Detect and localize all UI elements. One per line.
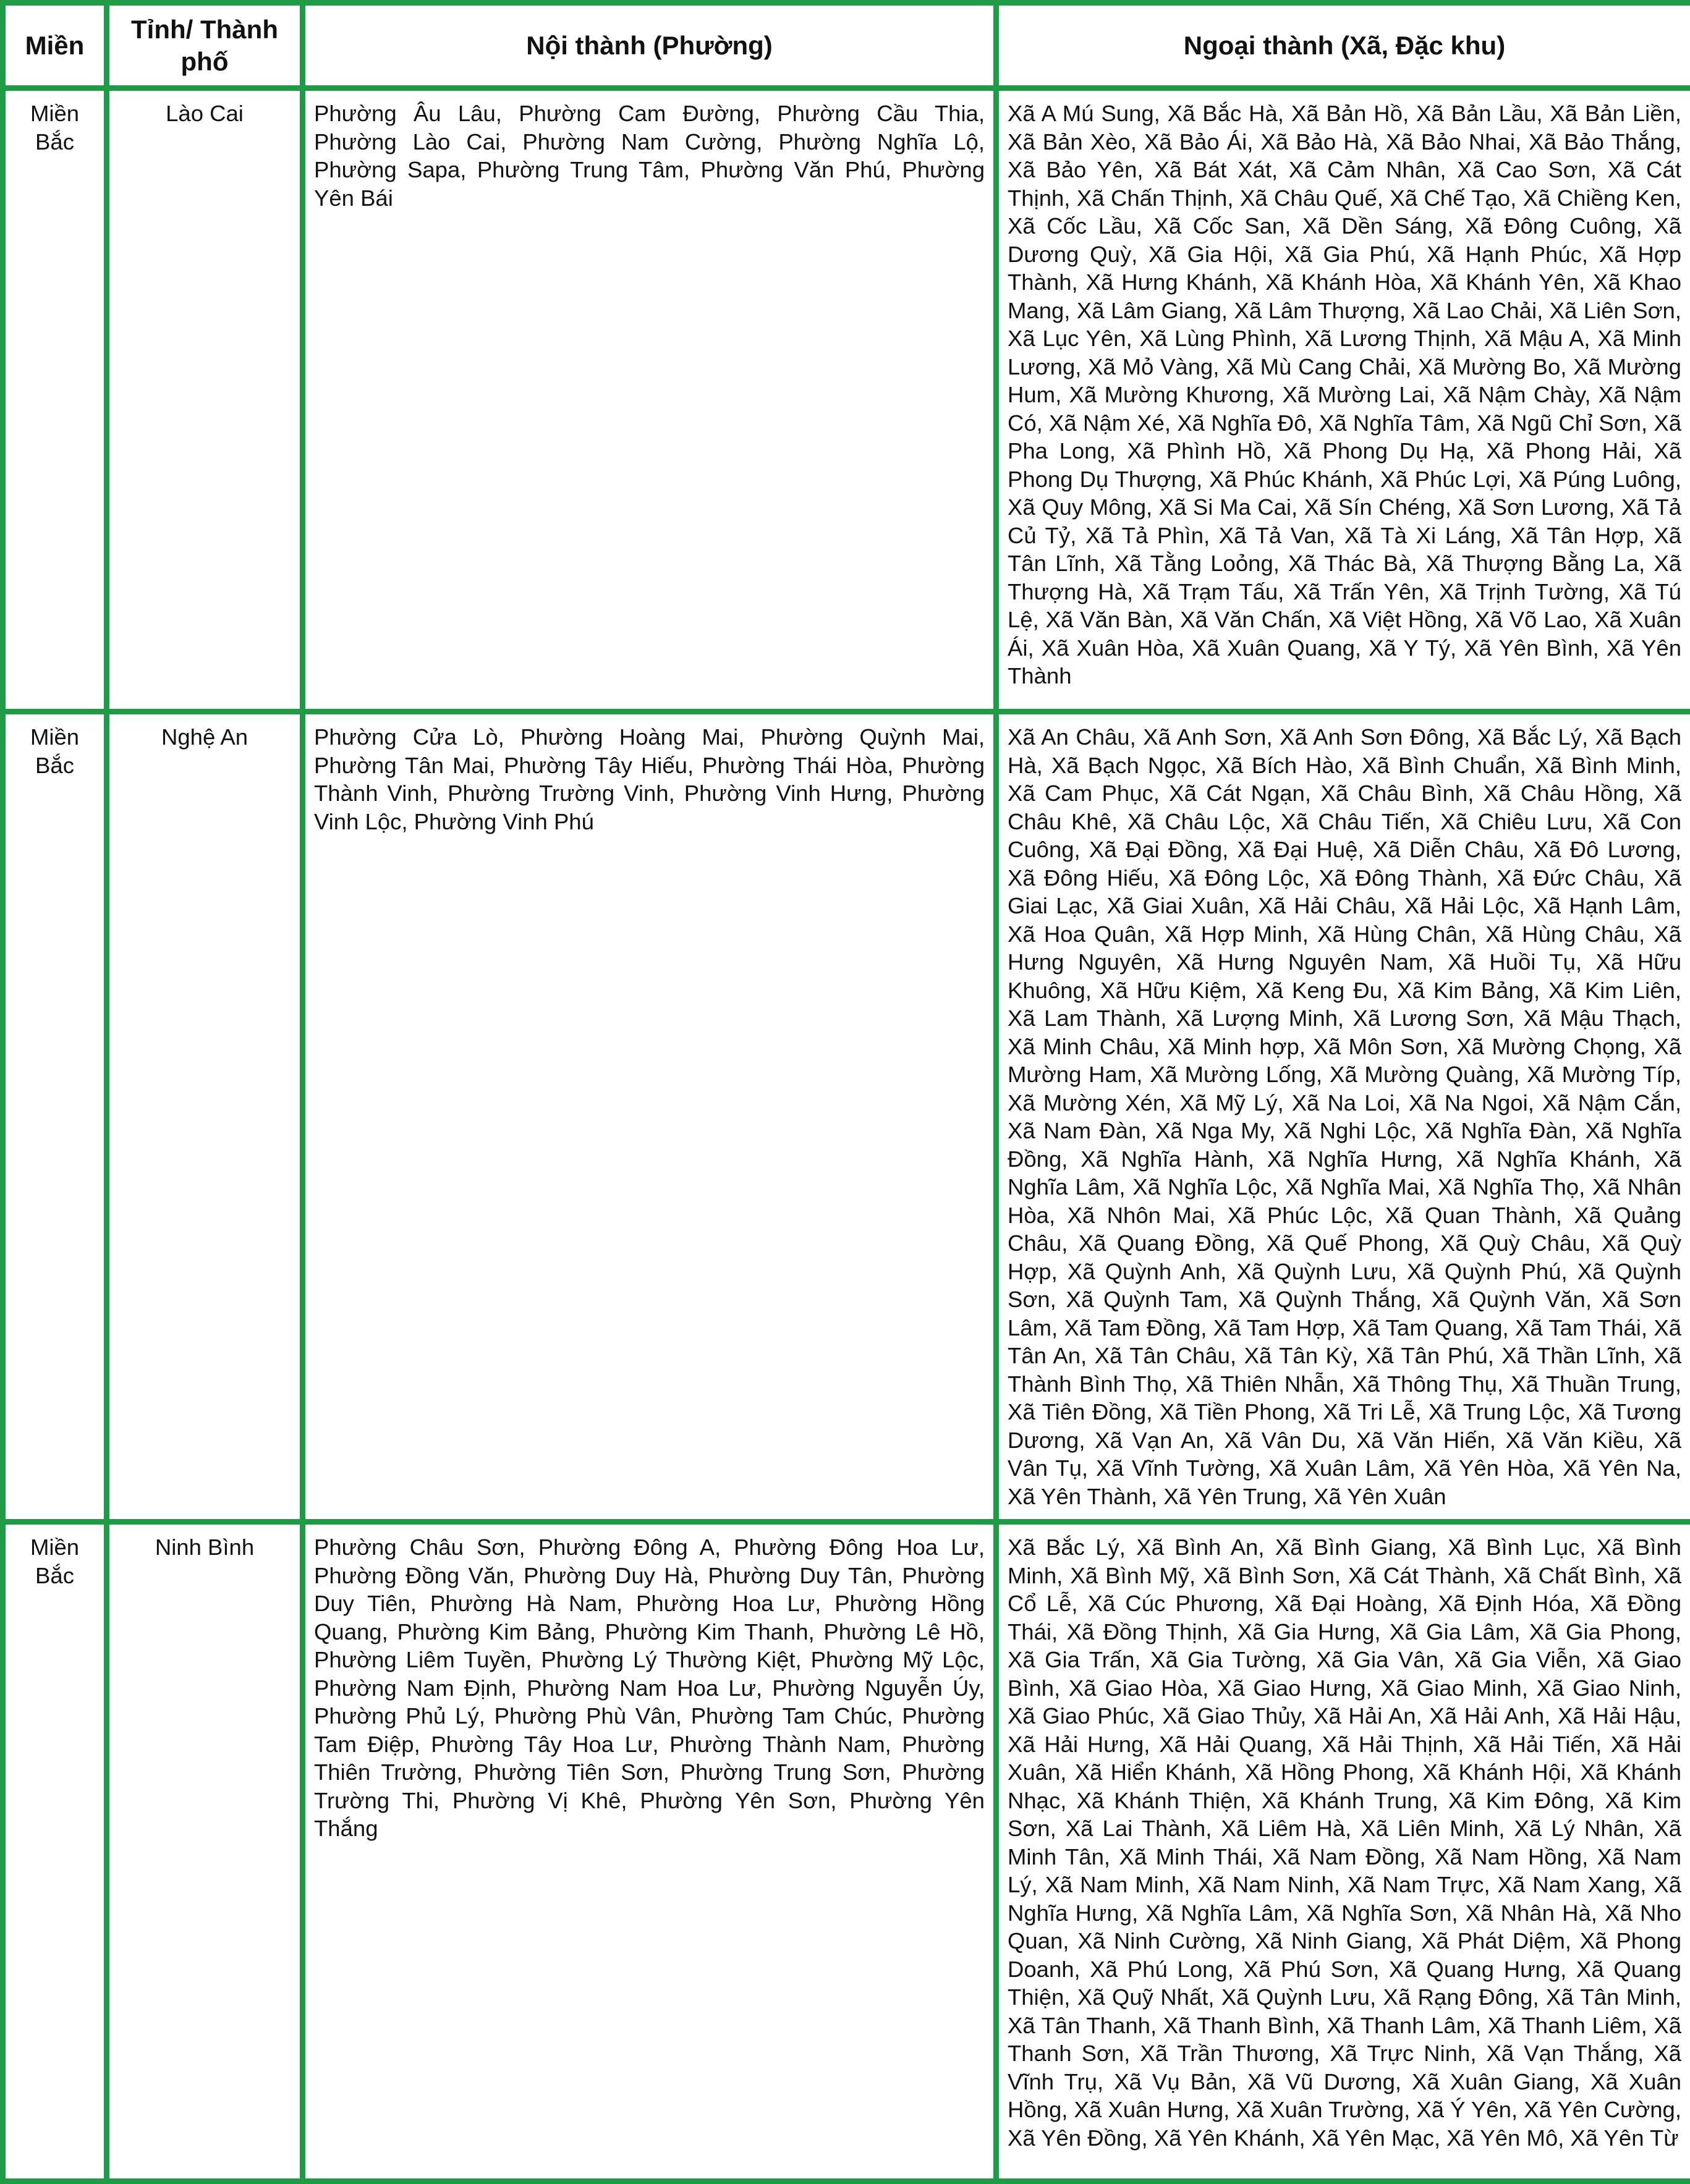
header-row [3,3,1690,88]
province-cell: Nghệ An [107,712,303,1522]
header-province: Tỉnh/ Thành phố [107,3,303,88]
header-inner-wards: Nội thành (Phường) [303,3,996,88]
table-row [3,712,1690,1522]
inner-wards-cell: Phường Cửa Lò, Phường Hoàng Mai, Phường Quỳnh Mai, Phường Tân Mai, Phường Tây Hiếu, Phường Thái Hòa, Phường Thành Vinh, Phường Trường Vinh, Phường Vinh Hưng, Phường Vinh Lộc, Phường Vinh Phú [303,712,996,1522]
region-cell: Miền Bắc [3,712,107,1522]
outer-communes-cell: Xã An Châu, Xã Anh Sơn, Xã Anh Sơn Đông, Xã Bắc Lý, Xã Bạch Hà, Xã Bạch Ngọc, Xã Bích Hào, Xã Bình Chuẩn, Xã Bình Minh, Xã Cam Phục, Xã Cát Ngạn, Xã Châu Bình, Xã Châu Hồng, Xã Châu Khê, Xã Châu Lộc, Xã Châu Tiến, Xã Chiêu Lưu, Xã Con Cuông, Xã Đại Đồng, Xã Đại Huệ, Xã Diễn Châu, Xã Đô Lương, Xã Đông Hiếu, Xã Đông Lộc, Xã Đông Thành, Xã Đức Châu, Xã Giai Lạc, Xã Giai Xuân, Xã Hải Châu, Xã Hải Lộc, Xã Hạnh Lâm, Xã Hoa Quân, Xã Hợp Minh, Xã Hùng Chân, Xã Hùng Châu, Xã Hưng Nguyên, Xã Hưng Nguyên Nam, Xã Huồi Tụ, Xã Hữu Khuông, Xã Hữu Kiệm, Xã Keng Đu, Xã Kim Bảng, Xã Kim Liên, Xã Lam Thành, Xã Lượng Minh, Xã Lương Sơn, Xã Mậu Thạch, Xã Minh Châu, Xã Minh hợp, Xã Môn Sơn, Xã Mường Chọng, Xã Mường Ham, Xã Mường Lống, Xã Mường Quàng, Xã Mường Típ, Xã Mường Xén, Xã Mỹ Lý, Xã Na Loi, Xã Na Ngoi, Xã Nậm Cắn, Xã Nam Đàn, Xã Nga My, Xã Nghi Lộc, Xã Nghĩa Đàn, Xã Nghĩa Đồng, Xã Nghĩa Hành, Xã Nghĩa Hưng, Xã Nghĩa Khánh, Xã Nghĩa Lâm, Xã Nghĩa Lộc, Xã Nghĩa Mai, Xã Nghĩa Thọ, Xã Nhân Hòa, Xã Nhôn Mai, Xã Phúc Lộc, Xã Quan Thành, Xã Quảng Châu, Xã Quang Đồng, Xã Quế Phong, Xã Quỳ Châu, Xã Quỳ Hợp, Xã Quỳnh Anh, Xã Quỳnh Lưu, Xã Quỳnh Phú, Xã Quỳnh Sơn, Xã Quỳnh Tam, Xã Quỳnh Thắng, Xã Quỳnh Văn, Xã Sơn Lâm, Xã Tam Đồng, Xã Tam Hợp, Xã Tam Quang, Xã Tam Thái, Xã Tân An, Xã Tân Châu, Xã Tân Kỳ, Xã Tân Phú, Xã Thần Lĩnh, Xã Thành Bình Thọ, Xã Thiên Nhẫn, Xã Thông Thụ, Xã Thuần Trung, Xã Tiên Đồng, Xã Tiền Phong, Xã Tri Lễ, Xã Trung Lộc, Xã Tương Dương, Xã Vạn An, Xã Vân Du, Xã Văn Hiến, Xã Văn Kiều, Xã Vân Tụ, Xã Vĩnh Tường, Xã Xuân Lâm, Xã Yên Hòa, Xã Yên Na, Xã Yên Thành, Xã Yên Trung, Xã Yên Xuân [996,712,1690,1522]
inner-wards-cell: Phường Châu Sơn, Phường Đông A, Phường Đông Hoa Lư, Phường Đồng Văn, Phường Duy Hà, Phường Duy Tân, Phường Duy Tiên, Phường Hà Nam, Phường Hoa Lư, Phường Hồng Quang, Phường Kim Bảng, Phường Kim Thanh, Phường Lê Hồ, Phường Liêm Tuyền, Phường Lý Thường Kiệt, Phường Mỹ Lộc, Phường Nam Định, Phường Nam Hoa Lư, Phường Nguyễn Úy, Phường Phủ Lý, Phường Phù Vân, Phường Tam Chúc, Phường Tam Điệp, Phường Tây Hoa Lư, Phường Thành Nam, Phường Thiên Trường, Phường Tiên Sơn, Phường Trung Sơn, Phường Trường Thi, Phường Vị Khê, Phường Yên Sơn, Phường Yên Thắng [303,1522,996,2182]
region-cell: Miền Bắc [3,1522,107,2182]
header-outer-communes: Ngoại thành (Xã, Đặc khu) [996,3,1690,88]
table-row [3,88,1690,712]
header-region: Miền [3,3,107,88]
region-cell: Miền Bắc [3,88,107,712]
province-cell: Ninh Bình [107,1522,303,2182]
province-cell: Lào Cai [107,88,303,712]
inner-wards-cell: Phường Âu Lâu, Phường Cam Đường, Phường Cầu Thia, Phường Lào Cai, Phường Nam Cường, Phường Nghĩa Lộ, Phường Sapa, Phường Trung Tâm, Phường Văn Phú, Phường Yên Bái [303,88,996,712]
table-row [3,1522,1690,2182]
outer-communes-cell: Xã Bắc Lý, Xã Bình An, Xã Bình Giang, Xã Bình Lục, Xã Bình Minh, Xã Bình Mỹ, Xã Bình Sơn, Xã Cát Thành, Xã Chất Bình, Xã Cổ Lễ, Xã Cúc Phương, Xã Đại Hoàng, Xã Định Hóa, Xã Đồng Thái, Xã Đồng Thịnh, Xã Gia Hưng, Xã Gia Lâm, Xã Gia Phong, Xã Gia Trấn, Xã Gia Tường, Xã Gia Vân, Xã Gia Viễn, Xã Giao Bình, Xã Giao Hòa, Xã Giao Hưng, Xã Giao Minh, Xã Giao Ninh, Xã Giao Phúc, Xã Giao Thủy, Xã Hải An, Xã Hải Anh, Xã Hải Hậu, Xã Hải Hưng, Xã Hải Quang, Xã Hải Thịnh, Xã Hải Tiến, Xã Hải Xuân, Xã Hiển Khánh, Xã Hồng Phong, Xã Khánh Hội, Xã Khánh Nhạc, Xã Khánh Thiện, Xã Khánh Trung, Xã Kim Đông, Xã Kim Sơn, Xã Lai Thành, Xã Liêm Hà, Xã Liên Minh, Xã Lý Nhân, Xã Minh Tân, Xã Minh Thái, Xã Nam Đồng, Xã Nam Hồng, Xã Nam Lý, Xã Nam Minh, Xã Nam Ninh, Xã Nam Trực, Xã Nam Xang, Xã Nghĩa Hưng, Xã Nghĩa Lâm, Xã Nghĩa Sơn, Xã Nhân Hà, Xã Nho Quan, Xã Ninh Cường, Xã Ninh Giang, Xã Phát Diệm, Xã Phong Doanh, Xã Phú Long, Xã Phú Sơn, Xã Quang Hưng, Xã Quang Thiện, Xã Quỹ Nhất, Xã Quỳnh Lưu, Xã Rạng Đông, Xã Tân Minh, Xã Tân Thanh, Xã Thanh Bình, Xã Thanh Lâm, Xã Thanh Liêm, Xã Thanh Sơn, Xã Trần Thương, Xã Trực Ninh, Xã Vạn Thắng, Xã Vĩnh Trụ, Xã Vụ Bản, Xã Vũ Dương, Xã Xuân Giang, Xã Xuân Hồng, Xã Xuân Hưng, Xã Xuân Trường, Xã Ý Yên, Xã Yên Cường, Xã Yên Đồng, Xã Yên Khánh, Xã Yên Mạc, Xã Yên Mô, Xã Yên Từ [996,1522,1690,2182]
outer-communes-cell: Xã A Mú Sung, Xã Bắc Hà, Xã Bản Hồ, Xã Bản Lầu, Xã Bản Liền, Xã Bản Xèo, Xã Bảo Ái, Xã Bảo Hà, Xã Bảo Nhai, Xã Bảo Thắng, Xã Bảo Yên, Xã Bát Xát, Xã Cảm Nhân, Xã Cao Sơn, Xã Cát Thịnh, Xã Chấn Thịnh, Xã Châu Quế, Xã Chế Tạo, Xã Chiềng Ken, Xã Cốc Lầu, Xã Cốc San, Xã Dền Sáng, Xã Đông Cuông, Xã Dương Quỳ, Xã Gia Hội, Xã Gia Phú, Xã Hạnh Phúc, Xã Hợp Thành, Xã Hưng Khánh, Xã Khánh Hòa, Xã Khánh Yên, Xã Khao Mang, Xã Lâm Giang, Xã Lâm Thượng, Xã Lao Chải, Xã Liên Sơn, Xã Lục Yên, Xã Lùng Phình, Xã Lương Thịnh, Xã Mậu A, Xã Minh Lương, Xã Mỏ Vàng, Xã Mù Cang Chải, Xã Mường Bo, Xã Mường Hum, Xã Mường Khương, Xã Mường Lai, Xã Nậm Chày, Xã Nậm Có, Xã Nậm Xé, Xã Nghĩa Đô, Xã Nghĩa Tâm, Xã Ngũ Chỉ Sơn, Xã Pha Long, Xã Phình Hồ, Xã Phong Dụ Hạ, Xã Phong Hải, Xã Phong Dụ Thượng, Xã Phúc Khánh, Xã Phúc Lợi, Xã Púng Luông, Xã Quy Mông, Xã Si Ma Cai, Xã Sín Chéng, Xã Sơn Lương, Xã Tả Củ Tỷ, Xã Tả Phìn, Xã Tả Van, Xã Tà Xi Láng, Xã Tân Hợp, Xã Tân Lĩnh, Xã Tằng Loỏng, Xã Thác Bà, Xã Thượng Bằng La, Xã Thượng Hà, Xã Trạm Tấu, Xã Trấn Yên, Xã Trịnh Tường, Xã Tú Lệ, Xã Văn Bàn, Xã Văn Chấn, Xã Việt Hồng, Xã Võ Lao, Xã Xuân Ái, Xã Xuân Hòa, Xã Xuân Quang, Xã Y Tý, Xã Yên Bình, Xã Yên Thành [996,88,1690,712]
